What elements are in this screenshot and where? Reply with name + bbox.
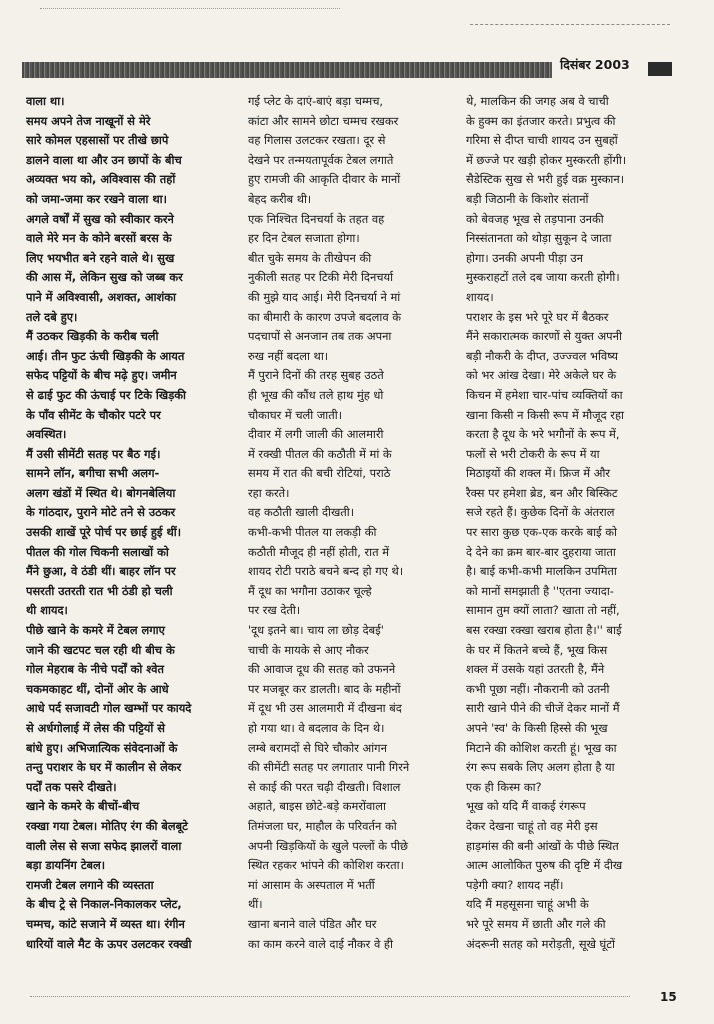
text-line: शायद रोटी पराठे बचने बन्द हो गए थे। xyxy=(248,564,404,579)
text-line: सारे कोमल एहसासों पर तीखे छापे xyxy=(26,133,169,148)
text-line: हो गया था। वे बदलाव के दिन थे। xyxy=(248,721,385,735)
text-line: से ढाई फुट की ऊंचाई पर टिके खिड़की xyxy=(26,387,186,402)
text-line: तन्तु पराशर के घर में कालीन से लेकर xyxy=(26,760,182,775)
text-line: मिटाने की कोशिश करती हूं। भूख का xyxy=(466,740,617,755)
text-line: मुस्कराहटों तले दब जाया करती होगी। xyxy=(466,270,620,285)
text-line: लिए भयभीत बने रहने वाले थे। सुख xyxy=(26,250,175,265)
text-line: की सीमेंटी सतह पर लगातार पानी गिरने xyxy=(248,760,410,775)
text-line: के हुक्म का इंतजार करते। प्रभुत्व की xyxy=(466,113,616,128)
text-line: के घर में कितने बच्चे हैं, भूख किस xyxy=(466,642,608,657)
text-line: में दूध भी उस आलमारी में दीखना बंद xyxy=(248,701,402,716)
text-line: सजे रहते हैं। कुछेक दिनों के अंतराल xyxy=(466,505,615,520)
text-line: रामजी टेबल लगाने की व्यस्तता xyxy=(26,877,154,892)
text-line: सामने लॉन, बगीचा सभी अलग- xyxy=(26,466,160,481)
text-line: गरिमा से दीप्त चाची शायद उन सुबहों xyxy=(466,133,618,148)
text-line: तले दबे हुए। xyxy=(26,309,78,324)
text-line: दीवार में लगी जाली की आलमारी xyxy=(248,427,384,442)
header-rule xyxy=(22,62,552,78)
text-line: मैंने सकारात्मक कारणों से युक्त अपनी xyxy=(466,329,622,344)
text-line: कठौती मौजूद ही नहीं होती, रात में xyxy=(248,544,390,559)
text-line: पराशर के इस भरे पूरे घर में बैठकर xyxy=(466,309,609,324)
text-line: डालने वाला था और उन छापों के बीच xyxy=(26,152,182,167)
text-line: सारी खाने पीने की चीजें देकर मानों मैं xyxy=(466,701,620,716)
text-line: सफेद पट्टियों के बीच मढ़े हुए। जमीन xyxy=(26,368,177,383)
text-line: मैं दूध का भगौना उठाकर चूल्हे xyxy=(248,583,372,598)
text-line: दे देने का क्रम बार-बार दुहराया जाता xyxy=(466,544,616,559)
text-line: एक निश्चित दिनचर्या के तहत वह xyxy=(248,211,385,226)
text-line: के गांठदार, पुराने मोटे तने से उठकर xyxy=(26,505,176,520)
text-line: करता है दूध के भरे भगौनों के रूप में, xyxy=(466,427,620,442)
text-line: पर रख देती। xyxy=(248,603,301,618)
text-line: को भर आंख देखा। मेरे अकेले घर के xyxy=(466,368,617,383)
text-line: वह गिलास उलटकर रखता। दूर से xyxy=(248,133,386,148)
page-number: 15 xyxy=(660,990,677,1004)
text-line: कांटा और सामने छोटा चम्मच रखकर xyxy=(248,113,399,128)
text-line: भूख को यदि मैं वाकई रंगरूप xyxy=(466,799,586,814)
text-line: फलों से भरी टोकरी के रूप में या xyxy=(466,446,600,461)
text-line: बड़ी नौकरी के दीप्त, उज्ज्वल भविष्य xyxy=(466,348,618,363)
text-line: शायद। xyxy=(466,289,494,304)
text-line: बड़ा डायनिंग टेबल। xyxy=(26,858,106,873)
scan-artifact-line xyxy=(40,8,340,10)
text-line: वाली लेस से सजा सफेद झालरों वाला xyxy=(26,838,182,853)
text-line: थे, मालकिन की जगह अब वे चाची xyxy=(466,94,609,108)
text-line: अहाते, बाइस छोटे-बड़े कमरोंवाला xyxy=(248,799,386,814)
text-line: पर सारा कुछ एक-एक करके बाई को xyxy=(466,525,617,540)
text-line: का बीमारी के कारण उपजे बदलाव के xyxy=(248,309,402,324)
text-line: 'दूध इतने बा। चाय ला छोड़ देबई' xyxy=(248,623,384,638)
text-line: की आस में, लेकिन सुख को जब्ब कर xyxy=(26,270,183,285)
text-line: बस रक्खा रक्खा खराब होता है।'' बाई xyxy=(466,623,622,638)
text-line: स्थित रहकर भांपने की कोशिश करता। xyxy=(248,858,404,873)
text-line: को जमा-जमा कर रखने वाला था। xyxy=(26,191,167,206)
text-line: ही भूख की कौंध तले हाथ मुंह धो xyxy=(248,387,384,402)
text-line: तिमंजला घर, माहौल के परिवर्तन को xyxy=(248,818,397,833)
text-line: वाला था। xyxy=(26,94,65,108)
text-line: शक्ल में उसके यहां उतरती है, मैंने xyxy=(466,662,605,677)
text-line: पदचापों से अनजान तब तक अपना xyxy=(248,329,392,344)
text-line: अपनी खिड़कियों के खुले पल्लों के पीछे xyxy=(248,838,409,853)
issue-date: दिसंबर 2003 xyxy=(560,57,630,72)
text-line: बड़ी जिठानी के किशोर संतानों xyxy=(466,191,589,206)
text-line: चकमकाहट थीं, दोनों ओर के आधे xyxy=(26,681,169,696)
text-line: मैं पुराने दिनों की तरह सुबह उठते xyxy=(248,368,384,383)
text-line: मैं उसी सीमेंटी सतह पर बैठ गई। xyxy=(26,446,161,461)
text-line: कभी-कभी पीतल या लकड़ी की xyxy=(248,525,377,540)
text-line: लम्बे बरामदों से घिरे चौकोर आंगन xyxy=(248,740,387,755)
text-line: रुख नहीं बदला था। xyxy=(248,348,329,363)
text-line: चौकाघर में चली जाती। xyxy=(248,407,343,422)
text-line: उसकी शाखें पूरे पोर्च पर छाई हुई थीं। xyxy=(26,525,182,540)
text-line: अवस्थित। xyxy=(26,427,67,442)
text-line: जाने की खटपट चल रही थी बीच के xyxy=(26,642,175,657)
text-line: पर्दों तक पसरे दीखते। xyxy=(26,779,117,794)
text-line: को बेवजह भूख से तड़पाना उनकी xyxy=(466,211,604,226)
text-line: पाने में अविश्वासी, अशक्त, आशंका xyxy=(26,289,176,304)
text-line: खाना किसी न किसी रूप में मौजूद रहा xyxy=(466,407,624,422)
text-line: का काम करने वाले दाई नौकर वे ही xyxy=(248,936,393,951)
text-line: निस्संतानता को थोड़ा सुकून दे जाता xyxy=(466,231,612,246)
text-line: गई प्लेट के दाएं-बाएं बड़ा चम्मच, xyxy=(248,94,384,108)
text-line: के बीच ट्रे से निकाल-निकालकर प्लेट, xyxy=(26,897,182,912)
text-line: रक्खा गया टेबल। मोतिए रंग की बेलबूटे xyxy=(26,818,188,833)
text-line: की आवाज दूध की सतह को उफनने xyxy=(248,662,396,677)
text-line: अंदरूनी सतह को मरोड़ती, सूखे घूंटों xyxy=(466,936,615,951)
text-line: थीं। xyxy=(248,897,263,912)
text-line: खाने के कमरे के बीचों-बीच xyxy=(26,799,140,814)
text-line: बांधे हुए। अभिजात्यिक संवेदनाओं के xyxy=(26,740,178,755)
text-line: आत्म आलोकित पुरुष की दृष्टि में दीख xyxy=(466,858,623,873)
text-line: मैंने छुआ, वे ठंडी थीं। बाहर लॉन पर xyxy=(26,564,176,579)
text-line: चम्मच, कांटे सजाने में व्यस्त था। रंगीन xyxy=(26,916,185,931)
text-column-1 xyxy=(26,92,234,954)
text-line: अगले वर्षों में सुख को स्वीकार करने xyxy=(26,211,174,226)
text-line: में छज्जे पर खड़ी होकर मुस्करती होंगी। xyxy=(466,152,627,167)
text-line: समय अपने तेज नाखूनों से मेरे xyxy=(26,113,151,128)
text-line: अलग खंडों में स्थित थे। बोगनबेलिया xyxy=(26,485,176,500)
text-line: धारियों वाले मैट के ऊपर उलटकर रक्खी xyxy=(26,936,192,951)
text-line: अपने 'स्व' के किसी हिस्से की भूख xyxy=(466,721,608,735)
text-line: खाना बनाने वाले पंडित और घर xyxy=(248,916,377,931)
text-line: एक ही किस्म का? xyxy=(466,779,542,794)
text-line: पसरती उतरती रात भी ठंडी हो चली xyxy=(26,583,173,598)
text-line: वह कठौती खाली दीखती। xyxy=(248,505,355,520)
text-line: मां आसाम के अस्पताल में भर्ती xyxy=(248,877,375,892)
text-line: हाड़मांस की बनी आंखों के पीछे स्थित xyxy=(466,838,619,853)
text-line: रंग रूप सबके लिए अलग होता है या xyxy=(466,760,615,775)
text-line: गोल मेहराब के नीचे पर्दों को श्वेत xyxy=(26,662,164,677)
text-line: सैडेस्टिक सुख से भरी हुई वक्र मुस्कान। xyxy=(466,172,625,187)
text-line: नुकीली सतह पर टिकी मेरी दिनचर्या xyxy=(248,270,394,285)
text-line: पीतल की गोल चिकनी सलाखों को xyxy=(26,544,169,559)
text-line: रहा करते। xyxy=(248,485,290,500)
text-line: को मानों समझाती है ''एतना ज्यादा- xyxy=(466,583,614,598)
scan-artifact-line xyxy=(470,24,670,26)
text-line: सामान तुम क्यों लाता? खाता तो नहीं, xyxy=(466,603,620,618)
text-line: है। बाई कभी-कभी मालकिन उपमिता xyxy=(466,564,617,579)
text-line: की मुझे याद आई। मेरी दिनचर्या ने मां xyxy=(248,289,401,304)
text-line: हर दिन टेबल सजाता होगा। xyxy=(248,231,360,246)
text-line: देखने पर तन्मयतापूर्वक टेबल लगाते xyxy=(248,152,394,167)
scan-artifact-line xyxy=(30,996,630,998)
text-line: से काई की परत चढ़ी दीखती। विशाल xyxy=(248,779,401,794)
text-line: अव्यक्त भय को, अविश्वास की तहों xyxy=(26,172,176,187)
text-line: आई। तीन फुट ऊंची खिड़की के आयत xyxy=(26,348,185,363)
text-line: चाची के मायके से आए नौकर xyxy=(248,642,369,657)
text-line: पड़ेगी क्या? शायद नहीं। xyxy=(466,877,564,892)
text-line: के पाँव सीमेंट के चौकोर पटरे पर xyxy=(26,407,161,422)
text-line: हुए रामजी की आकृति दीवार के मानों xyxy=(248,172,401,187)
text-line: भरे पूरे समय में छाती और गले की xyxy=(466,916,606,931)
text-column-2 xyxy=(248,92,456,954)
text-line: मिठाइयों की शक्ल में। फ्रिज में और xyxy=(466,466,611,481)
text-line: समय में रात की बची रोटियां, पराठे xyxy=(248,466,391,481)
text-line: किचन में हमेशा चार-पांच व्यक्तियों का xyxy=(466,387,623,402)
text-line: थी शायद। xyxy=(26,603,68,618)
text-line: होगा। उनकी अपनी पीड़ा उन xyxy=(466,250,583,265)
text-column-3 xyxy=(466,92,674,954)
text-line: बेहद करीब थी। xyxy=(248,191,312,206)
text-line: रैक्स पर हमेशा ब्रेड, बन और बिस्किट xyxy=(466,485,618,500)
text-line: पीछे खाने के कमरे में टेबल लगाए xyxy=(26,623,165,638)
text-line: वाले मेरे मन के कोने बरसों बरस के xyxy=(26,231,172,246)
text-line: से अर्धगोलाई में लेस की पट्टियों से xyxy=(26,721,166,735)
text-line: बीत चुके समय के तीखेपन की xyxy=(248,250,372,265)
text-line: में रक्खी पीतल की कठौती में मां के xyxy=(248,446,392,461)
text-line: देकर देखना चाहूं तो वह मेरी इस xyxy=(466,818,598,833)
text-line: यदि मैं महसूसना चाहूं अभी के xyxy=(466,897,589,912)
text-line: पर मजबूर कर डालती। बाद के महीनों xyxy=(248,681,401,696)
text-line: आधे पर्द सजावटी गोल खम्भों पर कायदे xyxy=(26,701,192,716)
text-line: कभी पूछा नहीं। नौकरानी को उतनी xyxy=(466,681,610,696)
text-line: मैं उठकर खिड़की के करीब चली xyxy=(26,329,159,344)
header-block-mark xyxy=(648,62,672,76)
